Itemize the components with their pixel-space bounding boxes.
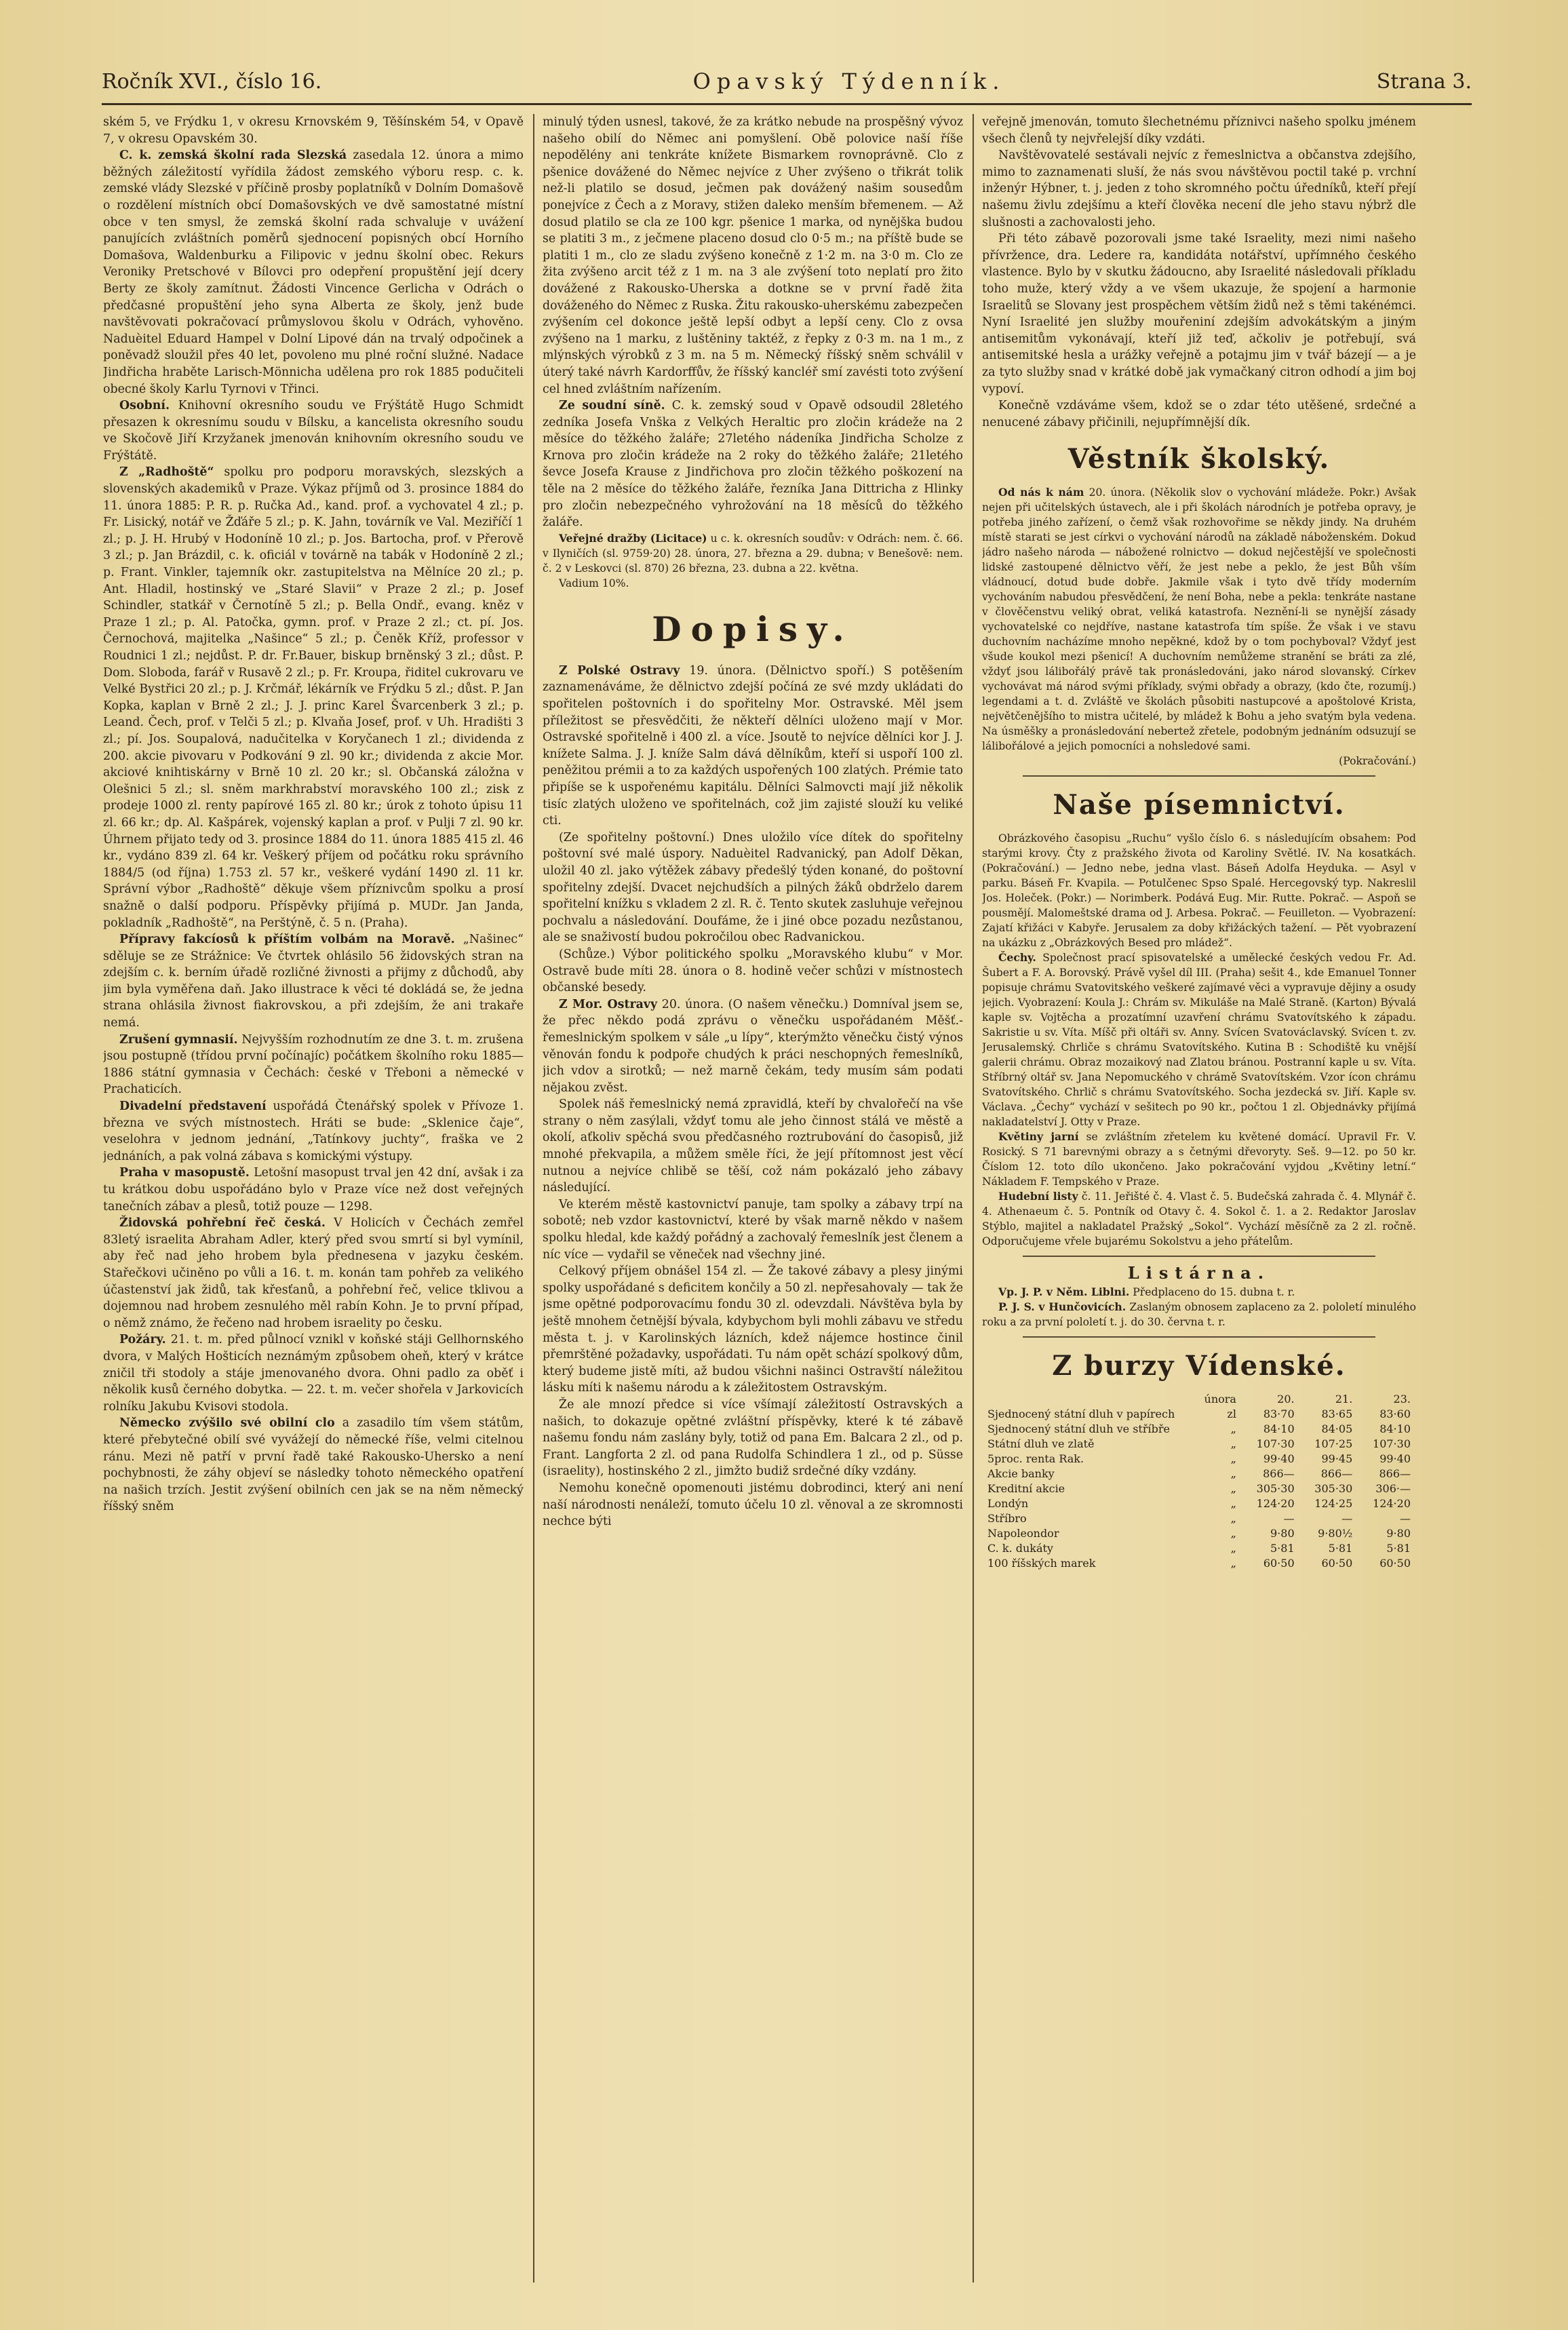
- rate-value: 9·80: [1386, 1526, 1411, 1540]
- article: [982, 950, 1416, 1129]
- table-row: [982, 1467, 1416, 1481]
- article-heading: Z „Radhoště“: [119, 465, 214, 480]
- article-heading: Praha v masopustě.: [119, 1166, 250, 1180]
- rate-value: 306·—: [1375, 1481, 1411, 1495]
- article: [103, 1332, 524, 1415]
- article-heading: Přípravy fakcíosů k příštím volbám na Moravě.: [119, 933, 455, 947]
- rate-value: 83·65: [1321, 1407, 1353, 1420]
- table-row: [982, 1496, 1416, 1511]
- article-text: se zvláštním zřetelem ku květené domácí. Upravil Fr. V. Rosický. S 71 barevnými obrazy a s četnými dřevoryty. Seš. 9—12. po 50 kr. Číslom 12. toto dílo ukončeno. Jako pokračování vyjdou „Květiny letní.“ Nákladem F. Tempského v Praze.: [982, 1131, 1416, 1188]
- rate-value: 5·81: [1270, 1541, 1295, 1555]
- article-heading: Německo zvýšilo své obilní clo: [119, 1416, 335, 1431]
- article: [103, 1098, 524, 1165]
- rate-value: 60·50: [1321, 1556, 1353, 1570]
- rate-value: —: [1283, 1511, 1295, 1525]
- article-heading: Z Mor. Ostravy: [559, 997, 658, 1011]
- row-label: Sjednocený státní dluh v papírech: [987, 1407, 1175, 1420]
- article: [103, 931, 524, 1032]
- article-text: 20. února. (O našem věnečku.) Domníval jsem se, že přec někdo podá zprávu o věnečku uspořádaném Měšť.-řemeslnickým spolkem v sále „u lípy“, kterýmžto věnečku čistý výnos věnován fondu k podpoře chudých k práci neschopných řemeslníků, jich vdov a sirotků; — než marně čekám, tedy musím sám podati nějakou zvěst.: [543, 997, 963, 1095]
- rate-value: 99·40: [1263, 1452, 1295, 1465]
- paragraph: Spolek náš řemeslnický nemá zpravidlá, kteří by chvalořečí na vše strany o něm zasýlali, vždyť tomu ale jeho činnost stálá ve městě a okolí, aťkoliv spěchá svou předčasného roztrubování do časopisů, již mnohé překvapila, a můžem směle říci, že její přítomnost jest věcí nutnou a nejvíce chlibě se těší, což nám pokázaló jeho zábavy následující.: [543, 1098, 963, 1195]
- article-heading: Hudební listy: [998, 1190, 1078, 1203]
- paragraph: Navštěvovatelé sestávali nejvíc z řemeslnictva a občanstva zdejšího, mimo to zaznamenati sluší, že nás svou návštěvou poctil také p. vrchní inženýr Hýbner, t. j. jeden z toho skromného počtu úředníků, kteří přejí našemu živlu zdejšímu a kteří člověka necení dle jeho stavu nýbrž dle slušnosti a zachovalosti jeho.: [982, 149, 1416, 229]
- article-heading: Zrušení gymnasií.: [119, 1032, 238, 1047]
- rate-value: 83·70: [1263, 1407, 1295, 1420]
- article-text: C. k. zemský soud v Opavě odsoudil 28letého zedníka Josefa Vnška z Velkých Heraltic pro zločin krádeže na 2 měsíce do těžkého žaláře; 27letého nádeníka Jindřicha Scholze z Krnova pro zločin krádeže na 2 roky do těžkého žaláře; 21letého ševce Josefa Krause z Jindřichova pro zločin těžkého poškození na těle na 2 měsíce do těžkého žaláře, řezníka Jana Dittricha z Hlinky pro zločin nebezpečného vyhrožování na 18 měsíců do těžkého žaláře.: [543, 399, 963, 530]
- rate-value: 124·20: [1256, 1496, 1295, 1510]
- currency-mark: zl: [1227, 1407, 1236, 1420]
- article-text: u c. k. okresních soudův: v Odrách: nem. č. 66. v Ilyničích (sl. 9759·20) 28. února, 27. března a 29. dubna; v Benešově: nem. č. 2 v Leskovci (sl. 870) 26 března, 23. dubna a 22. května.: [543, 532, 963, 575]
- row-label: Londýn: [987, 1496, 1029, 1510]
- row-label: Státní dluh ve zlatě: [987, 1437, 1095, 1450]
- rate-value: 99·45: [1321, 1452, 1353, 1465]
- divider: [1023, 775, 1375, 777]
- rate-value: 5·81: [1386, 1541, 1411, 1555]
- row-label: Akcie banky: [987, 1467, 1055, 1480]
- currency-mark: „: [1230, 1452, 1236, 1465]
- row-label: 100 říšských marek: [987, 1556, 1096, 1570]
- paragraph: minulý týden usnesl, takové, že za krátko nebude na prospěšný vývoz našeho obilí do Němec ani pomyšlení. Obě polovice naší říše nepodělény ani tenkráte knížete Bismarkem rovnoprávně. Clo z pšenice dovážené do Němec nejvíce z Uher zvýšeno o třikrát tolik než-li platilo se dosud, ječmen pak dovážený našim sousedům ponejvíce z Čech a z Moravy, stižen daleko menším břemenem. — Až dosud platilo se cla ze 100 kgr. pšenice 1 marka, od nynějška budou se platiti 3 m., z ječmene placeno dosud clo 0·5 m.; na příště bude se platiti 1 m., clo ze sladu zvýšeno konečně z 1·2 m. na 3·0 m. Clo ze žita zvýšeno arcit též z 1 m. na 3 ale zvýšení toto neplatí pro žito dovážené z Rakousko-Uherska a dotkne se v první řadě žita dováženého do Němec z Ruska. Žitu rakousko-uherskému zabezpečen zvýšením cel dokonce ještě lepší odbyt a lepší ceny. Clo z ovsa zvýšeno na 1 marku, z luštěniny taktéž, z řepky z 0·3 m. na 1 m., z mlýnských výrobků z 3 m. na 5 m. Německý říšský sněm schválil v úterý také návrh Kardorffův, že říšský kancléř smí zavésti toto zvýšení cel hned zvláštním nařízením.: [543, 115, 963, 396]
- article-heading: Osobní.: [119, 399, 170, 413]
- rate-value: 5·81: [1328, 1541, 1353, 1555]
- article: [543, 663, 963, 830]
- currency-mark: „: [1230, 1526, 1236, 1540]
- column-header: 23.: [1393, 1392, 1411, 1405]
- header-rule: [102, 103, 1472, 105]
- article-text: 20. února. (Několik slov o vychování mládeže. Pokr.) Avšak nejen při učitelských ústavech, ale i při školách národních je potřeba opravy, je potřeba jiného zařízení, o čemž však rozhovořime se někdy jindy. Na druhém místě starati se jest církvi o vychování národů na základě náboženském. Dokud jádro našeho národa — nábožené rolnictvo — dokud nejčestější ve společnosti lidské zastoupené dělnictvo věří, že jest nebe a peklo, že jest Bůh vším vládnoucí, dotud bude dobře. Jakmile však i tyto dvě třídy moderním vychováním nabudou přesvědčení, že není Boha, nebe a pekla: tenkráte nastane v člověčenstvu veliký obrat, veliká katastrofa. Neznění-li se nynější zásady vychovatelské co nejdříve, nastane katastrofa tím spíše. Že však i ve stavu duchovním nacházíme mnoho nepěkné, kdož by o tom pochyboval? Vždyť jest všude koukol mezi pšenicí! A duchovním nemůžeme stranění se bráti za zlé, vždyť jsou lálibořálý právě tak pronásledováni, jako národ slovanský. Církev vychovávat má národ svými příklady, svými obřady a obrazy, (kdo čte, rozumíj.) legendami a t. d. Zvláště ve školách působiti nastupcové a apoštolové Krista, největčenějšího to mistra učitelé, by mládež k Bohu a jeho svatým byla vedena. Na úsměšky a pronásledování nebertež zřetele, podobným jednáním odsuzují se lálibořálové a jejich pomocníci a nohsledové sami.: [982, 486, 1416, 753]
- listarna-entry: [982, 1300, 1416, 1329]
- paragraph: Nemohu konečně opomenouti jistému dobrodinci, který ani není naší národnosti nenáleží, tomuto účelu 10 zl. věnoval a ze skromnosti nechce býti: [543, 1481, 963, 1529]
- article: [982, 1189, 1416, 1249]
- listarna-entry: [982, 1285, 1416, 1300]
- paragraph: Celkový příjem obnášel 154 zl. — Že takové zábavy a plesy jinými spolky uspořádané s deficitem končily a 50 zl. nepřesahovaly — tak že jsme opětné podporovacímu fondu 30 zl. odevzdali. Návštěva byla by ještě mnohem četnější bývala, kdybychom byli mohli zábavu ve středu města t. j. v Karolinských lázních, kdež nájemce hostince činil přemrštěné požadavky, uspořádati. Tu nám opět schází spolkový dům, který budeme jistě míti, až budou všichni našinci Ostravští náležitou lásku míti k našemu národu a k záležitostem Ostravským.: [543, 1264, 963, 1395]
- paragraph: Konečně vzdáváme všem, kdož se o zdar této utěšené, srdečné a nenucené zábavy přičinili, nejupřímnější dík.: [982, 399, 1416, 429]
- paragraph: Ve kterém městě kastovnictví panuje, tam spolky a zábavy trpí na sobotě; neb vzdor kastovnictví, které by však marně někdo v našem spolku hledal, kde každý pořádný a zachovalý řemeslník jest členem a níc více — vydařil se věneček nad všechny jiné.: [543, 1197, 963, 1262]
- currency-mark: „: [1230, 1541, 1236, 1555]
- article: [982, 485, 1416, 754]
- section-title-pisemnictvi: Naše písemnictví.: [1053, 789, 1346, 821]
- rate-value: 305·30: [1256, 1481, 1295, 1495]
- article: [103, 1215, 524, 1332]
- rate-value: 9·80: [1270, 1526, 1295, 1540]
- article-text: 21. t. m. před půlnocí vznikl v koňské stáji Gellhornského dvora, v Malých Hošticích neznámým způsobem oheň, který v krátce zničil tři stodoly a stáje jmenovaného dvora. Ohni padlo za oběť i několik kusů černého dobytka. — 22. t. m. večer shořela v Jarkovicích rolníku Jakubu Kvisovi stodola.: [103, 1333, 524, 1414]
- continuation-note: (Pokračování.): [1339, 755, 1416, 768]
- column-1: [103, 114, 524, 2289]
- currency-mark: „: [1230, 1422, 1236, 1435]
- column-divider: [973, 114, 974, 2283]
- listarna-title: Listárna.: [1127, 1263, 1271, 1283]
- rate-value: 84·10: [1379, 1422, 1411, 1435]
- paragraph: (Schůze.) Výbor politického spolku „Moravského klubu“ v Mor. Ostravě bude míti 28. února o 8. hodině večer schůzi v místnostech občanské besedy.: [543, 947, 963, 995]
- column-header: února: [1204, 1392, 1236, 1405]
- article-text: spolku pro podporu moravských, slezských a slovenských akademiků v Praze. Výkaz příjmů od 3. prosince 1884 do 11. února 1885: P. R. p. Ručka Ad., kand. prof. a vychovatel 4 zl.; p. Fr. Lisický, notář ve Žďáře 5 zl.; p. K. Jahn, továrník ve Val. Meziříčí 1 zl.; p. J. H. Hrubý v Hodoníně 10 zl.; p. Jos. Bartocha, prof. v Přerově 3 zl.; p. Jan Brázdil, c. k. oficiál v továrně na tabák v Hodoníně 2 zl.; p. Frant. Vinkler, tajemník okr. zastupitelstva na Mělníce 20 zl.; p. Ant. Hladil, hostinský ve „Staré Slavii“ v Praze 2 zl.; p. Josef Schindler, statkář v Černotíně 5 zl.; p. Bella Ondř., evang. kněz v Praze 1 zl.; p. Al. Patočka, gymn. prof. v Praze 2 zl.; ct. pí. Jos. Černochová, majitelka „Našince“ 5 zl.; p. Čeněk Kříž, professor v Roudnici 1 zl.; nejdůst. P. dr. Fr.Bauer, biskup brněnský 3 zl.; důst. P. Dom. Sloboda, farář v Rusavě 2 zl.; p. Fr. Kroupa, řiditel cukrovaru ve Velké Bystřici 20 zl.; p. J. Krčmář, lékárník ve Frýdku 5 zl.; důst. P. Jan Kopka, kaplan v Brně 2 zl.; J. J. princ Karel Švarcenberk 3 zl.; p. Leand. Čech, prof. v Telči 5 zl.; p. Klvaňa Josef, prof. v Uh. Hradišti 3 zl.; pí. Jos. Soupalová, nadučitelka v Koryčanech 1 zl.; dividenda z 200. akcie pivovaru v Podkování 9 zl. 90 kr.; dividenda z akcie Mor. akciové knihtiskárny v Brně 10 zl. 20 kr.; sl. Občanská záložna v Olešnici 5 zl.; sl. sněm markhrabství moravského 100 zl.; zisk z prodeje 1000 zl. renty papírové 165 zl. 80 kr.; úrok z tohoto úpisu 11 zl. 66 kr.; dp. Al. Kašpárek, vojenský kaplan a prof. v Pulji 7 zl. 90 kr. Úhrnem přijato tedy od 3. prosince 1884 do 11. února 1885 415 zl. 46 kr., vydáno 839 zl. 64 kr. Veškerý příjem od počátku roku správního 1884/5 (od října) 1.753 zl. 57 kr., veškeré vydání 1490 zl. 11 kr. Správní výbor „Radhoště“ děkuje všem příznivcům spolku a prosí snažně o další podporu. Příspěvky přijímá p. MUDr. Jan Janda, pokladník „Radhoště“, na Perštýně, č. 5 n. (Praha).: [103, 465, 524, 930]
- divider: [1023, 1256, 1375, 1257]
- paragraph: Při této zábavě pozorovali jsme také Israelity, mezi nimi našeho přívržence, dra. Ledere ra, kandidáta notářství, upřímného českého vlastence. Bylo by v skutku žádoucno, aby Israelité následovali příkladu toho muže, který vždy a ve všem ukazuje, že spojení a harmonie Israelitů se Slovany jest prospěchem větším židů než s těmi takénémci. Nyní Israelité jen služby mouřeniní zdejším advokátským a jiným antisemitům vykonávají, kteří již teď, ačkoliv je potřebují, svá antisemitské hesla a urážky veřejně a potajmu jim v tvář bázejí — a je za tyto služby snad v krátké době jak vymačkaný citron odhodí a jim boj vypoví.: [982, 232, 1416, 396]
- rate-value: 866—: [1320, 1467, 1353, 1480]
- issue-label: Ročník XVI., číslo 16.: [102, 69, 322, 94]
- column-header: 21.: [1335, 1392, 1353, 1405]
- article-text: Společnost prací spisovatelské a umělecké českých vedou Fr. Ad. Šubert a F. A. Borovský. Právě vyšel díl III. (Praha) sešit 4., kde Emanuel Tonner popisuje chrámu Svatovitského veškeré zajímavé věci a vypravuje dějiny a osudy jejich. Vyobrazení: Koula J.: Chrám sv. Mikuláše na Malé Straně. (Karton) Bývalá kaple sv. Vojtěcha a prozatímní uzavření chrámu Svatovítského k západu. Sakristie u sv. Víta. Míšč při oltáři sv. Anny. Svícen Svatováclavský. Svícen t. zv. Jerusalemský. Chrliče s chrámu Svatovítského. Kutina B : Schodiště ku vnější galerii chrámu. Obraz mozaikový nad Zlatou bránou. Postranní kaple u sv. Víta. Stříbrný oltář sv. Jana Nepomuckého v chrámě Svatovítském. Vzor ícon chrámu Svatovítského. Chrlič s chrámu Svatovítského. Socha jezdecká sv. Jiří. Kaple sv. Václava. „Čechy“ vychází v sešitech po 90 kr., počtou 1 zl. Objednávky přijímá nakladatelství J. Otty v Praze.: [982, 952, 1416, 1129]
- article-text: a zasadilo tím všem státům, které přebytečné obilí své vyvážejí do německé říše, velmi citelnou ránu. Mezi ně patří v první řadě také Rakousko-Uhersko a není pochybnosti, že záhy objeví se následky tohoto německého opatření na našich trzích. Jestit zvýšení obilních cen jak se na něm německý říšský sněm: [103, 1416, 524, 1514]
- currency-mark: „: [1230, 1496, 1236, 1510]
- table-row: [982, 1481, 1416, 1496]
- rate-value: 124·20: [1373, 1496, 1411, 1510]
- paragraph: Že ale mnozí předce si více všímají záležitostí Ostravských a našich, to dokazuje opětné zvláštní příspěvky, které k té zábavě našemu fondu nám zaslány byly, totiž od pana Em. Balcara 2 zl., od p. Frant. Langforta 2 zl. od pana Rudolfa Schindlera 1 zl., od p. Süsse (israelity), hostinského 2 zl., jimžto budiž srdečné díky vzdány.: [543, 1397, 963, 1479]
- article-heading: C. k. zemská školní rada Slezská: [119, 149, 347, 163]
- table-row: [982, 1437, 1416, 1452]
- currency-mark: „: [1230, 1467, 1236, 1480]
- article-text: Letošní masopust trval jen 42 dní, avšak i za tu krátkou dobu uspořádáno bylo v Praze více než dost veřejných tanečních zábav a plesů, totiž pouze — 1298.: [103, 1166, 524, 1213]
- currency-mark: „: [1230, 1556, 1236, 1570]
- paragraph: veřejně jmenován, tomuto šlechetnému příznivci našeho spolku jménem všech členů ty nejvřelejší díky vzdáti.: [982, 115, 1416, 146]
- article: [103, 1032, 524, 1098]
- column-divider: [533, 114, 534, 2283]
- rate-value: 305·30: [1314, 1481, 1353, 1495]
- table-row: [982, 1526, 1416, 1541]
- rate-value: 107·25: [1314, 1437, 1353, 1450]
- row-label: Kreditní akcie: [987, 1481, 1065, 1495]
- table-row: [982, 1511, 1416, 1526]
- rate-value: 84·10: [1263, 1422, 1295, 1435]
- article-heading: Ze soudní síně.: [559, 399, 665, 413]
- entry-text: Zaslaným obnosem zaplaceno za 2. pololetí minulého roku a za první pololetí t. j. do 30. června t. r.: [982, 1300, 1416, 1328]
- article-text: „Našinec“ sděluje se ze Strážnice: Ve čtvrtek ohlásilo 56 židovských stran na zdejším c. k. berním úřadě rozličné živnosti a přijmy z důchodů, aby jim byla vyměřena daň. Jako illustrace k věci té dokládá se, že jedna strana ohlásila živnost fiakrovskou, a při zdejším, že ani trakaře nemá.: [103, 933, 524, 1030]
- article-text: uspořádá Čtenářský spolek v Přívoze 1. března ve svých místnostech. Hráti se bude: „Sklenice čaje“, veselohra v jednom jednání, „Tatínkovy juchty“, fraška ve 2 jednáních, a pak volná zábava s komickými výstupy.: [103, 1100, 524, 1163]
- article-text: Nejvyšším rozhodnutím ze dne 3. t. m. zrušena jsou postupně (třídou první počínajíc) počátkem školního roku 1885—1886 státní gymnasia v Čechách: české v Třeboni a německé v Prachaticích.: [103, 1032, 524, 1097]
- article-heading: Divadelní představení: [119, 1100, 267, 1114]
- currency-mark: „: [1230, 1481, 1236, 1495]
- column-3: [982, 114, 1416, 2289]
- article: [103, 1165, 524, 1215]
- rate-value: 866—: [1379, 1467, 1411, 1480]
- divider: [1023, 1336, 1375, 1338]
- section-title-vestnik: Věstník školský.: [1067, 443, 1331, 475]
- article: [103, 1415, 524, 1515]
- rate-value: 83·60: [1379, 1407, 1411, 1420]
- article: [543, 397, 963, 531]
- article-heading: Veřejné dražby (Licitace): [559, 531, 707, 545]
- article-text: V Holicích v Čechách zemřel 83letý israelita Abraham Adler, který před svou smrtí si byl vymínil, aby řeč nad jeho hrobem byla přednesena v jazyku českém. Stařečkovi učiněno po vůli a 16. t. m. konán tam pohřeb za velikého účastenství jak židů, tak křesťanů, a pohřební řeč, velice tklivou a dojemnou nad hrobem zesnulého měl rabín Kohn. Je to první případ, o němž známo, že řečeno nad hrobem israelity po česku.: [103, 1216, 524, 1330]
- rate-value: —: [1341, 1511, 1353, 1525]
- rate-value: 866—: [1263, 1467, 1295, 1480]
- article: [103, 147, 524, 397]
- rate-value: 107·30: [1373, 1437, 1411, 1450]
- rate-value: 60·50: [1263, 1556, 1295, 1570]
- page-header: [102, 65, 1472, 98]
- rate-value: 9·80½: [1318, 1526, 1353, 1540]
- article-text: 19. února. (Dělnictvo spoří.) S potěšením zaznamenáváme, že dělnictvo zdejší počíná ze své mzdy ukládati do spořitelen poštovních i do spořitelny Mor. Ostravské. Měl jsem příležitost se přesvědčiti, že někteří dělníci uloženo mají v Mor. Ostravské spořitelně i 400 zl. a více. Jsoutě to nejvíce dělníci kor J. J. knížete Salma. J. J. kníže Salm dává dělníkům, kteří si uspoří 100 zl. peněžitou prémii a to za každých uspořených 100 zlatých. Prémie tato připíše se k uspořenému kapitálu. Dělníci Salmovcti mají již několik tisíc zlatých uloženo ve spořitelnách, což jim zajisté slouží ku veliké cti.: [543, 663, 963, 828]
- article: [103, 464, 524, 931]
- paragraph: (Ze spořitelny poštovní.) Dnes uložilo více dítek do spořitelny poštovní své malé úspory. Naduèitel Radvanický, pan Adolf Děkan, uložil 40 zl. jako výtěžek zábavy předešlý týden konané, do poštovní spořitelny zdejší. Dvacet nejchudších a pilných žáků obdrželo darem spořitelní knížku s vkladem 2 zl. R. č. Tento skutek zasluhuje veřejnou pochvalu a následování. Doufáme, že i jiné obce pozadu nezůstanou, ale se snaživostí budou pokročilou obec Radvanickou.: [543, 830, 963, 945]
- article-text: zasedala 12. února a mimo běžných záležitostí vyřídila žádost zemského výboru resp. c. k. zemské vlády Slezské v příčině prosby poplatníků v Dolním Domašově o rozdělení místních obcí Domašovských ve dvě samostatné místní obce v ten smysl, že zemská školní rada schvaluje v uvážení panujících zvláštních poměrů sjednocení popisných obcí Horního Domašova, Waldenburku a Filipovic v jednu školní obec. Rekurs Veroniky Pretschové v Bílovci pro odepření propuštění její dcery Berty ze školy zamítnut. Žádosti Vincence Gerlicha v Odrách o předčasné propuštění jeho syna Alberta ze školy, jenž bude navštěvovati pokračovací průmyslovou školu v Odrách, vyhověno. Naduèitel Eduard Hampel v Dolní Lipové dán na trvalý odpočinek a poněvadž sloužil přes 40 let, povoleno mu plné roční služné. Nadace Jindřicha hraběte Larisch-Mönnicha udělena pro rok 1885 podučiteli obecné školy Karlu Tyrnovi v Třinci.: [103, 149, 524, 396]
- rate-value: 84·05: [1321, 1422, 1353, 1435]
- entry-heading: Vp. J. P. v Něm. Liblni.: [998, 1285, 1130, 1298]
- row-label: Stříbro: [987, 1511, 1027, 1525]
- entry-heading: P. J. S. v Hunčovicích.: [998, 1300, 1126, 1313]
- article: [543, 996, 963, 1097]
- rate-value: —: [1400, 1511, 1411, 1525]
- article: [103, 397, 524, 464]
- row-label: 5proc. renta Rak.: [987, 1452, 1084, 1465]
- table-row: [982, 1452, 1416, 1467]
- currency-mark: „: [1230, 1437, 1236, 1450]
- newspaper-title: Opavský Týdenník.: [692, 69, 1006, 94]
- table-row: [982, 1407, 1416, 1422]
- section-title-dopisy: Dopisy.: [652, 608, 854, 649]
- article-text: Knihovní okresního soudu ve Frýštátě Hugo Schmidt přesazen k okresnímu soudu v Bílsku, a kancelista okresního soudu ve Skočově Jiří Krzyžanek jmenován knihovním okresního soudu ve Frýštátě.: [103, 399, 524, 463]
- paragraph: Obrázkového časopisu „Ruchu“ vyšlo číslo 6. s následujícím obsahem: Pod starými krovy. Čty z pražského života od Karoliny Světlé. IV. Na kosatkách. (Pokračování.) — Jedno nebe, jedna vlast. Báseň Adolfa Heyduka. — Asyl v parku. Báseň Fr. Kvapila. — Potulčenec Spso Spalé. Hercegovský typ. Nakreslil Jos. Holeček. (Pokr.) — Norimberk. Podává Eug. Mir. Rutte. Pokrač. — Aspoň se pousmějí. Malomeštské drama od J. Arbesa. Pokrač. — Feuilleton. — Vyobrazení: Zajatí křižáci v Kabyře. Jerusalem za doby křižáckých tažení. — Pět vyobrazení na ukázku z „Obrázkových Besed pro mládež“.: [982, 832, 1416, 950]
- entry-text: Předplaceno do 15. dubna t. r.: [1133, 1285, 1295, 1298]
- rate-value: 107·30: [1256, 1437, 1295, 1450]
- row-label: Sjednocený státní dluh ve stříbře: [987, 1422, 1170, 1435]
- rate-value: 99·40: [1379, 1452, 1411, 1465]
- column-header: 20.: [1277, 1392, 1295, 1405]
- article: [543, 531, 963, 576]
- article-text: č. 11. Jeřišté č. 4. Vlast č. 5. Budečská zahrada č. 4. Mlynář č. 4. Athenaeum č. 5. Pontník od Otavy č. 4. Sokol č. 1. a 2. Redaktor Jaroslav Stýblo, majitel a nakladatel Pražský „Sokol“. Vychází měsíčně za 2 zl. ročně. Odporučujeme vřele bujarému Sokolstvu a jeho přátelům.: [982, 1190, 1416, 1248]
- table-row: [982, 1556, 1416, 1571]
- exchange-table: [982, 1392, 1416, 1571]
- table-row: [982, 1422, 1416, 1437]
- table-header-row: [982, 1392, 1416, 1407]
- paragraph: Vadium 10%.: [559, 577, 629, 589]
- article-heading: Židovská pohřební řeč česká.: [119, 1216, 326, 1230]
- article-heading: Čechy.: [998, 951, 1036, 965]
- article-heading: Požáry.: [119, 1333, 166, 1347]
- page-number: Strana 3.: [1376, 69, 1472, 94]
- column-2: [543, 114, 963, 2289]
- rate-value: 124·25: [1314, 1496, 1353, 1510]
- article-heading: Z Polské Ostravy: [559, 663, 680, 678]
- table-row: [982, 1541, 1416, 1556]
- row-label: C. k. dukáty: [987, 1541, 1053, 1555]
- rate-value: 60·50: [1379, 1556, 1411, 1570]
- article-heading: Od nás k nám: [998, 486, 1084, 499]
- burza-title: Z burzy Vídenské.: [1052, 1349, 1346, 1382]
- paragraph: ském 5, ve Frýdku 1, v okresu Krnovském 9, Těšínském 54, v Opavě 7, v okresu Opavském 30.: [103, 115, 524, 146]
- row-label: Napoleondor: [987, 1526, 1059, 1540]
- currency-mark: „: [1230, 1511, 1236, 1525]
- article: [982, 1129, 1416, 1189]
- article-heading: Květiny jarní: [998, 1130, 1079, 1144]
